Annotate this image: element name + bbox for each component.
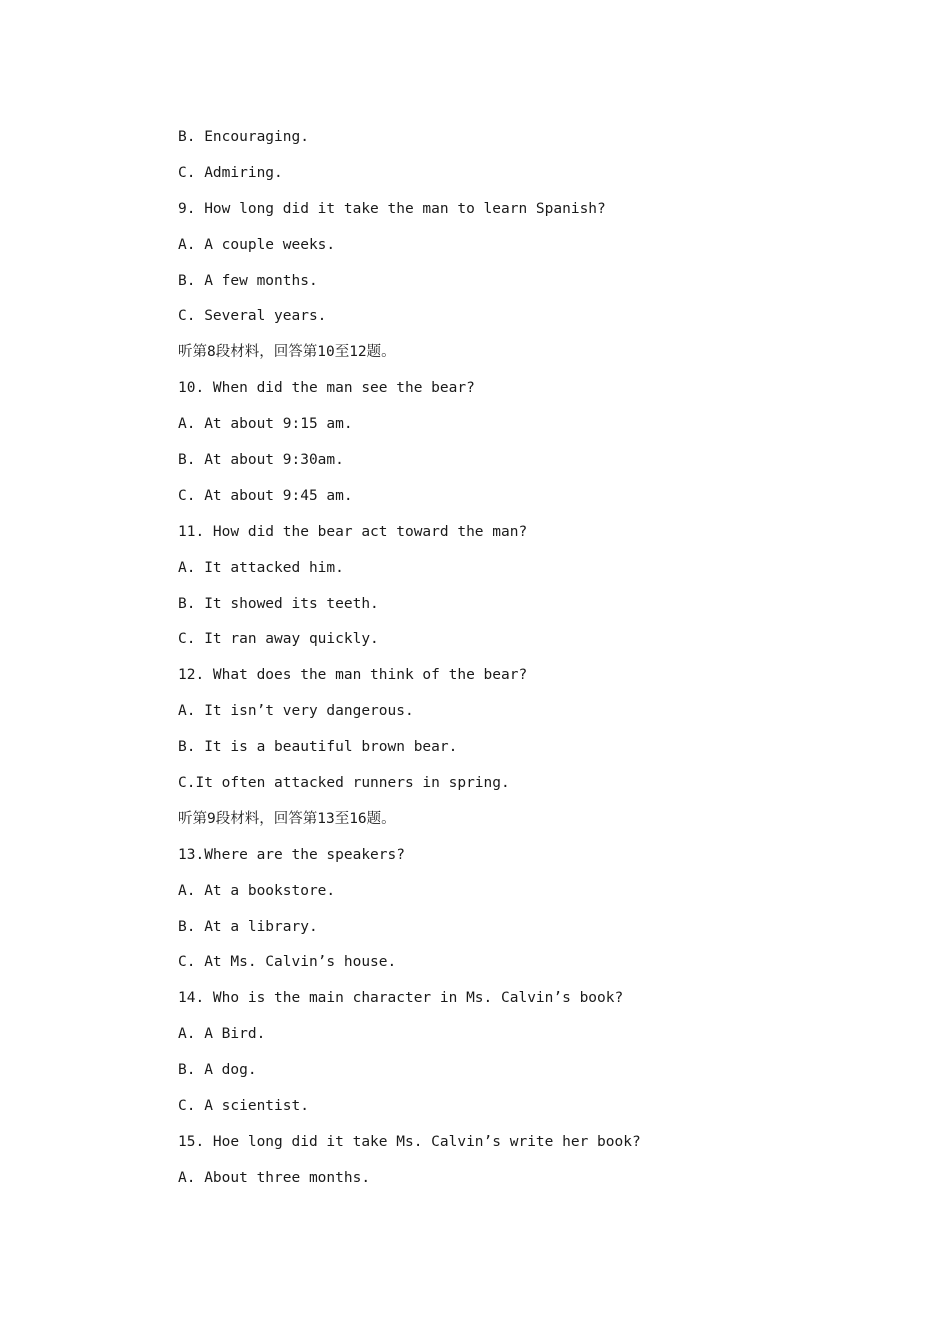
section-instruction: 听第8段材料，回答第10至12题。 xyxy=(178,344,396,361)
option-line: B. It showed its teeth. xyxy=(178,595,379,612)
option-line: B. A few months. xyxy=(178,272,318,289)
option-line: C. It ran away quickly. xyxy=(178,631,379,648)
option-line: A. A couple weeks. xyxy=(178,236,336,253)
question-line: 11. How did the bear act toward the man? xyxy=(178,523,528,540)
option-line: B. At a library. xyxy=(178,918,318,935)
option-line: A. At a bookstore. xyxy=(178,882,336,899)
question-line: 13.Where are the speakers? xyxy=(178,846,405,863)
option-line: C.It often attacked runners in spring. xyxy=(178,775,510,792)
option-line: B. A dog. xyxy=(178,1062,257,1079)
option-line: A. About three months. xyxy=(178,1169,371,1186)
question-line: 9. How long did it take the man to learn Spanish? xyxy=(178,200,606,217)
option-line: A. It attacked him. xyxy=(178,559,344,576)
option-line: B. It is a beautiful brown bear. xyxy=(178,739,458,756)
option-line: C. At Ms. Calvin’s house. xyxy=(178,954,397,971)
option-line: C. A scientist. xyxy=(178,1098,309,1115)
question-list xyxy=(178,125,878,1202)
option-line: A. It isn’t very dangerous. xyxy=(178,703,414,720)
option-line: A. At about 9:15 am. xyxy=(178,416,353,433)
question-line: 12. What does the man think of the bear? xyxy=(178,667,528,684)
question-line: 10. When did the man see the bear? xyxy=(178,380,475,397)
option-line: B. At about 9:30am. xyxy=(178,452,344,469)
section-instruction: 听第9段材料，回答第13至16题。 xyxy=(178,810,396,827)
option-line: C. Admiring. xyxy=(178,164,283,181)
option-line: C. Several years. xyxy=(178,308,327,325)
option-line: A. A Bird. xyxy=(178,1026,266,1043)
option-line: C. At about 9:45 am. xyxy=(178,487,353,504)
question-line: 15. Hoe long did it take Ms. Calvin’s write her book? xyxy=(178,1133,641,1150)
option-line: B. Encouraging. xyxy=(178,129,309,145)
question-line: 14. Who is the main character in Ms. Calvin’s book? xyxy=(178,990,624,1007)
